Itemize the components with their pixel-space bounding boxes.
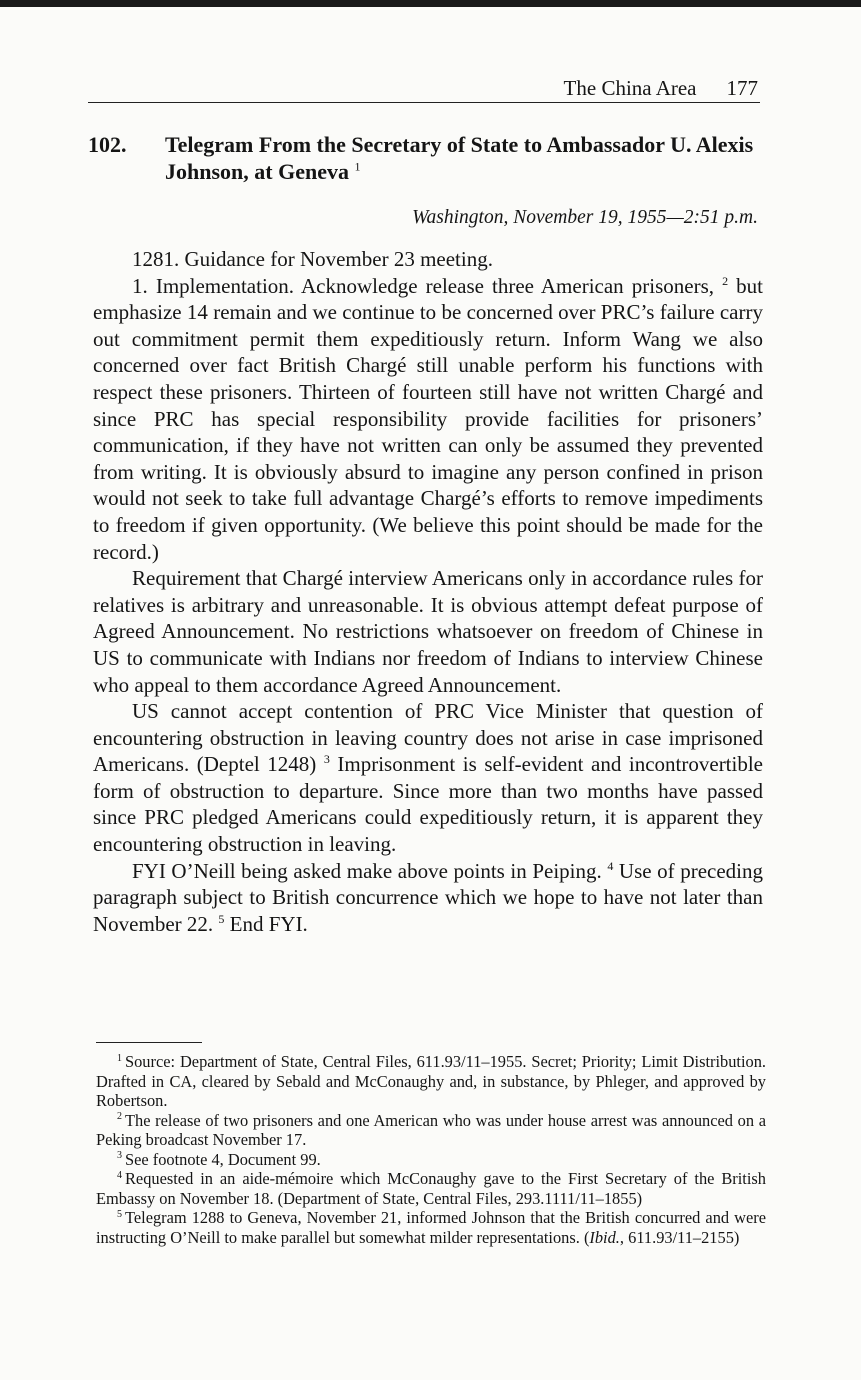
paragraph: Requirement that Chargé interview Americans only in accordance rules for relatives is arbitrary and unreasonable. It is obvious attempt defeat purpose of Agreed Announcement. No restrictions whatsoever on freedom of Chinese in US to communicate with Indians nor freedom of Indians to interview Chinese who appeal to them accordance Agreed Announcement. [93,566,763,697]
footnote [96,1208,766,1247]
footnote [96,1111,766,1150]
footnote-ibid: Ibid. [589,1227,620,1247]
footnote-text: , 611.93/11–2155) [619,1227,740,1247]
document-number: 102. [88,132,127,157]
footnote [96,1052,766,1111]
paragraph-text: 1. Implementation. Acknowledge release three American prisoners, [132,273,714,298]
document-title [165,131,755,185]
paragraph-text: US cannot accept contention of PRC Vice Minister that question of encountering obstruction in leaving country does not arise in case imprisoned Americans. (Deptel 1248) [93,699,763,777]
document-title-text: Telegram From the Secretary of State to Ambassador U. Alexis Johnson, at Geneva [165,132,754,184]
footnote-text: Requested in an aide-mémoire which McConaughy gave to the First Secretary of the British Embassy on November 18. (Department of State, Central Files, 293.1111/11–1855) [96,1169,766,1208]
footnote-text: Telegram 1288 to Geneva, November 21, informed Johnson that the British concurred and were instructing O’Neill to make parallel but somewhat milder representations. ( [96,1208,766,1247]
footnote-ref: 4 [607,858,614,873]
footnote-mark: 3 [117,1150,122,1162]
footnote-ref: 5 [218,911,225,926]
paragraph [93,698,763,858]
footnote [96,1169,766,1208]
paragraph: 1281. Guidance for November 23 meeting. [132,247,493,271]
footnote-mark: 4 [117,1169,122,1181]
footnote-mark: 5 [117,1208,122,1220]
footnotes [96,1052,766,1247]
footnote-ref: 2 [722,273,729,288]
paragraph-text: FYI O’Neill being asked make above points in Peiping. [132,858,602,883]
page-number: 177 [726,76,758,100]
paragraph [93,858,763,938]
paragraph [93,273,763,566]
footnote-text: See footnote 4, Document 99. [125,1149,321,1169]
dateline: Washington, November 19, 1955—2:51 p.m. [412,207,758,228]
footnote [96,1150,766,1170]
footnote-mark: 2 [117,1111,122,1123]
footnote-text: The release of two prisoners and one American who was under house arrest was announced on a Peking broadcast November 17. [96,1110,766,1149]
paragraph-text: Use of preceding paragraph subject to British concurrence which we hope to have not later than November 22. [93,858,764,936]
page-top-edge [0,0,861,7]
footnote-divider [96,1042,202,1043]
paragraph-text: Imprisonment is self-evident and incontrovertible form of obstruction to departure. Since more than two months have passed since PRC pledged Americans could expeditiously return, it is apparent they encountering obstruction in leaving. [93,752,764,857]
telegram-body [93,246,763,937]
section-title: The China Area [563,76,697,100]
footnote-text: Source: Department of State, Central Files, 611.93/11–1955. Secret; Priority; Limit Distribution. Drafted in CA, cleared by Sebald and McConaughy and, in substance, by Phleger, and approved by Robertson. [96,1052,766,1110]
footnote-mark: 1 [117,1052,122,1064]
paragraph-text: but emphasize 14 remain and we continue to be concerned over PRC’s failure carry out commitment permit them expeditiously return. Inform Wang we also concerned over fact British Chargé still unable perform his functions with respect these prisoners. Thirteen of fourteen still have not written Chargé and since PRC has special responsibility provide facilities for prisoners’ communication, if they have not written can only be assumed they prevented from writing. It is obviously absurd to imagine any person confined in prison would not seek to take full advantage Chargé’s efforts to remove impediments to freedom if given opportunity. (We believe this point should be made for the record.) [93,273,763,564]
footnote-ref: 3 [323,752,330,767]
paragraph-text: End FYI. [229,911,308,936]
footnote-ref: 1 [354,159,361,174]
running-header [88,74,760,103]
